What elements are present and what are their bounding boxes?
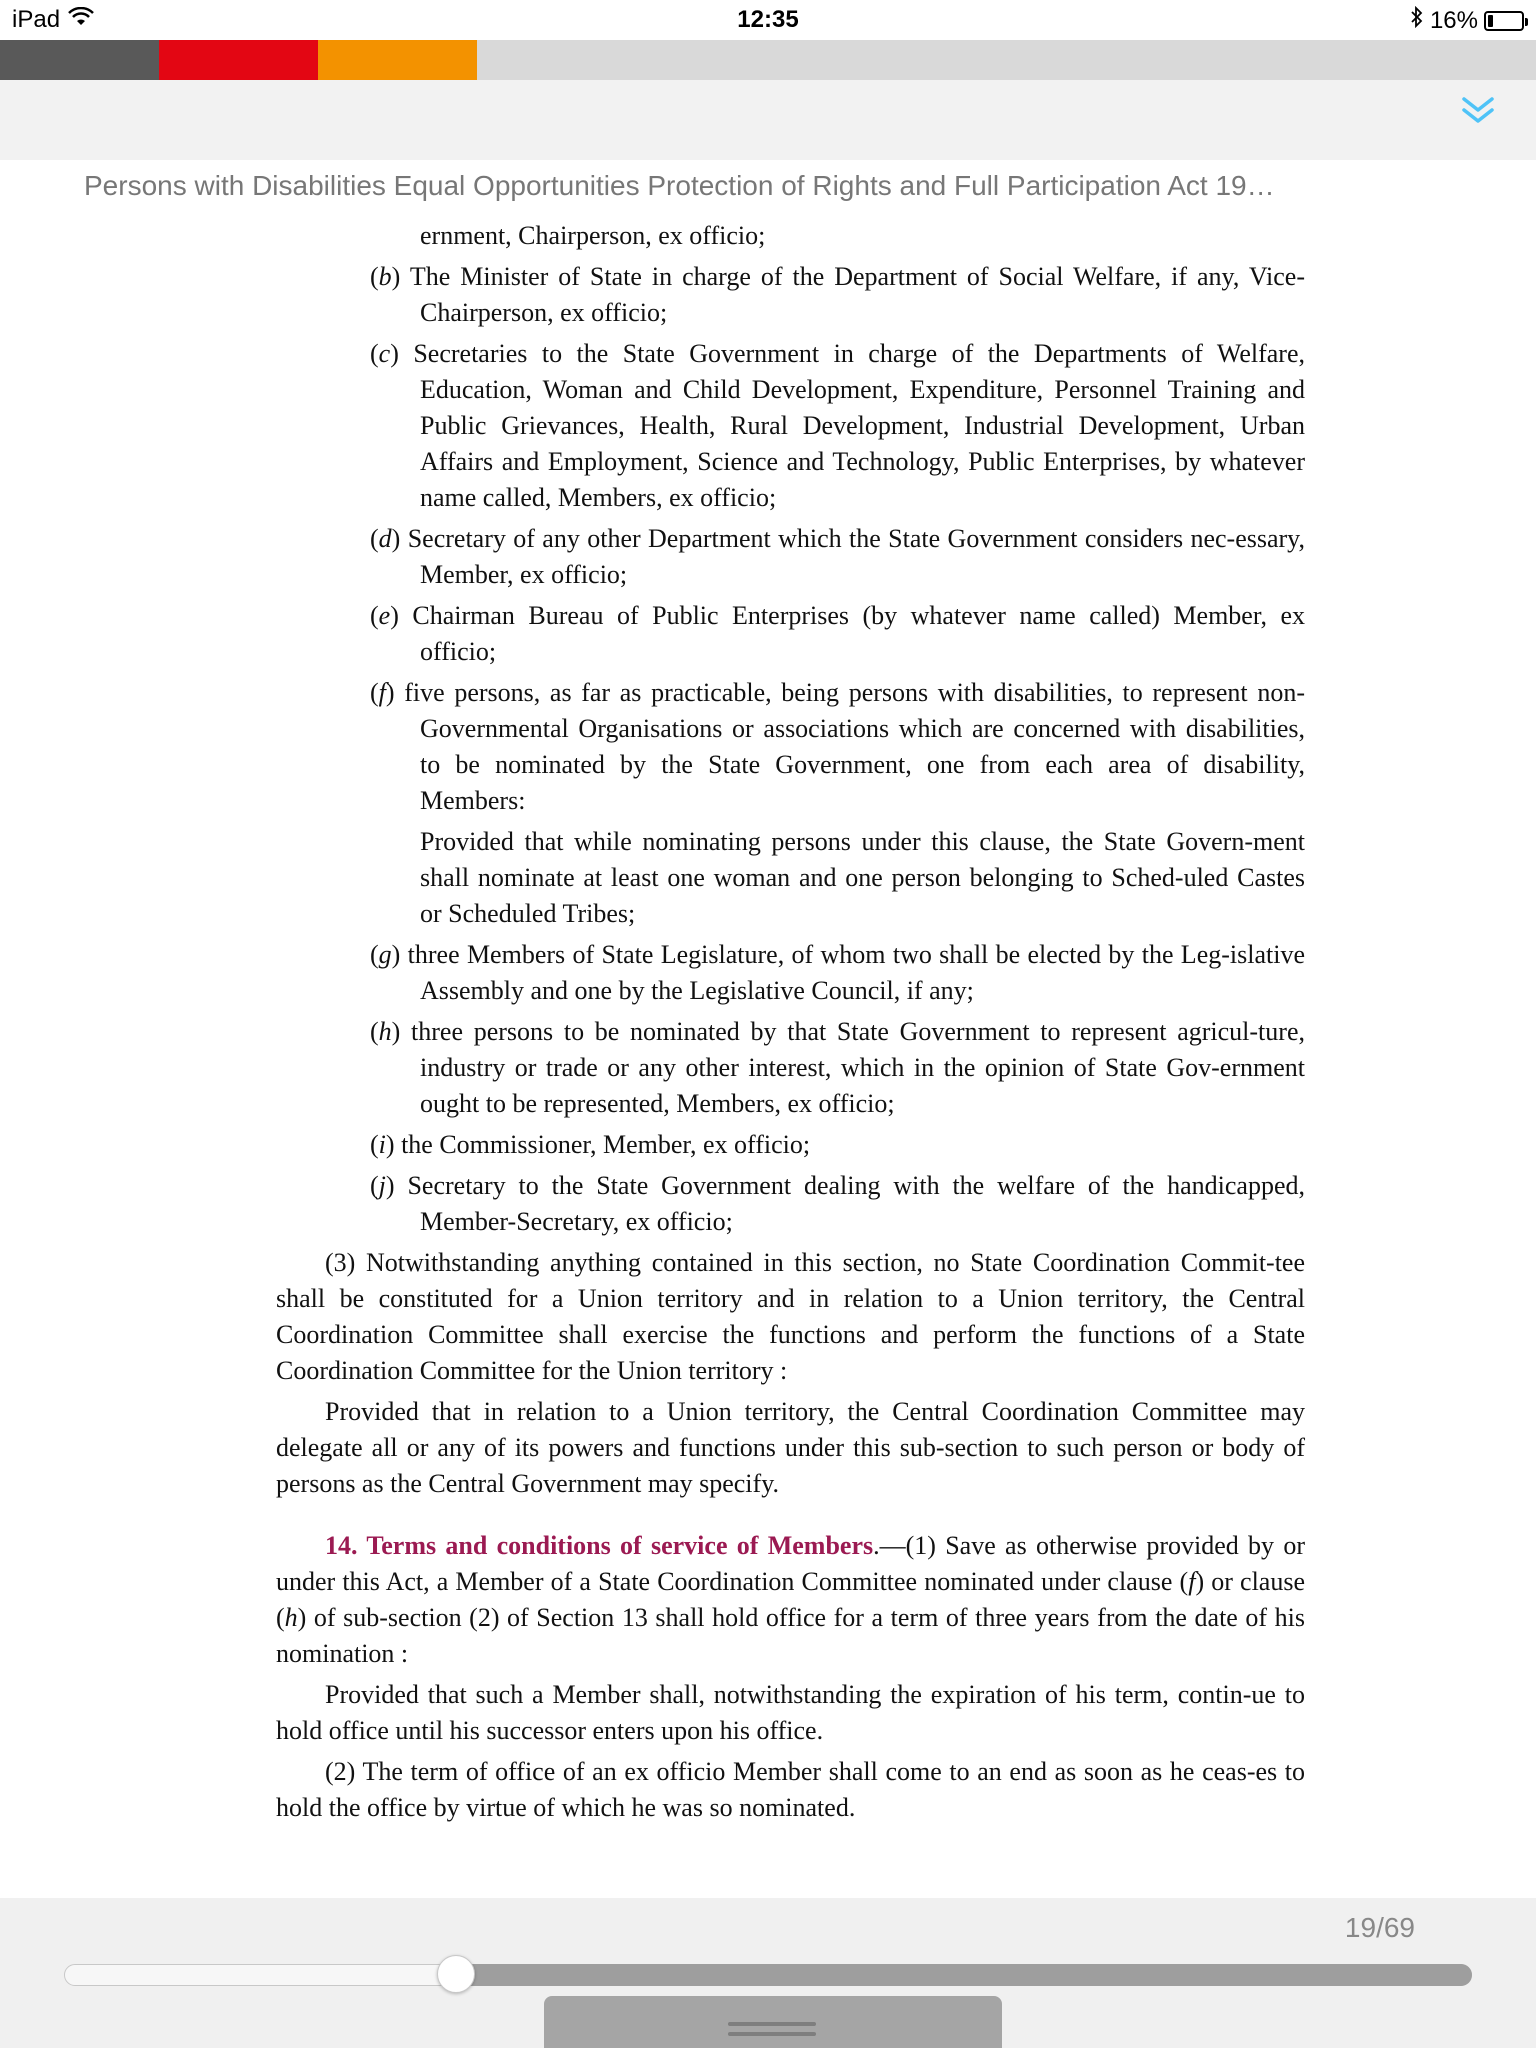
clause-i: (i) the Commissioner, Member, ex officio;	[370, 1130, 811, 1159]
grip-line	[728, 2032, 816, 2036]
status-bar	[0, 0, 1536, 40]
battery-icon	[1484, 11, 1524, 31]
subsection-3: (3) Notwithstanding anything contained in this section, no State Coordination Commit-tee shall be constituted for a Union territory and in relation to a Union territory, the Central Coordination Committee shall exercise the functions and perform the functions of a State Coordination Committee for the Union territory :	[276, 1248, 1305, 1385]
bluetooth-icon	[1410, 6, 1424, 35]
tab-orange[interactable]	[318, 40, 477, 80]
clause-b: (b) The Minister of State in charge of the Department of Social Welfare, if any, Vice-Chairperson, ex officio;	[370, 262, 1305, 327]
page-slider[interactable]	[64, 1964, 1472, 1986]
tab-red[interactable]	[159, 40, 318, 80]
reader-header	[0, 80, 1536, 160]
section-14: 14. Terms and conditions of service of Members.—(1) Save as otherwise provided by or under this Act, a Member of a State Coordination Committee nominated under clause (f) or clause (h) of sub-section (2) of Section 13 shall hold office for a term of three years from the date of his nomination :	[276, 1531, 1305, 1668]
clause-f: (f) five persons, as far as practicable, being persons with disabilities, to represent non-Governmental Organisations or associations which are concerned with disabilities, to be nominated by the State Government, one from each area of disability, Members:	[370, 678, 1305, 815]
proviso-14: Provided that such a Member shall, notwithstanding the expiration of his term, contin-ue to hold office until his successor enters upon his office.	[276, 1680, 1305, 1745]
tab-gray[interactable]	[0, 40, 159, 80]
status-right	[1410, 6, 1524, 35]
clause-h: (h) three persons to be nominated by that State Government to represent agricul-ture, industry or trade or any other interest, which in the opinion of State Gov-ernment ought to be represented, Members, ex officio;	[370, 1017, 1305, 1118]
clause-d: (d) Secretary of any other Department which the State Government considers nec-essary, Member, ex officio;	[370, 524, 1305, 589]
color-tab-bar	[0, 40, 1536, 80]
proviso-f: Provided that while nominating persons under this clause, the State Govern-ment shall nominate at least one woman and one person belonging to Sched-uled Castes or Scheduled Tribes;	[420, 827, 1305, 928]
clause-e: (e) Chairman Bureau of Public Enterprises (by whatever name called) Member, ex officio;	[370, 601, 1305, 666]
double-chevron-down-icon[interactable]	[1456, 90, 1500, 130]
battery-percent: 16%	[1429, 6, 1478, 34]
page-indicator: 19/69	[1344, 1912, 1415, 1943]
proviso-3: Provided that in relation to a Union territory, the Central Coordination Committee may delegate all or any of its powers and functions under this sub-section to such person or body of persons as the Central Government may specify.	[276, 1397, 1305, 1498]
slider-fill	[456, 1964, 1472, 1986]
section-heading: 14. Terms and conditions of service of Members	[325, 1531, 874, 1560]
document-title: Persons with Disabilities Equal Opportunities Protection of Rights and Full Participation Act 19…	[84, 170, 1275, 201]
battery-level	[1488, 15, 1493, 27]
device-name: iPad	[12, 6, 61, 33]
drawer-handle[interactable]	[544, 1996, 1002, 2048]
clause-c: (c) Secretaries to the State Government in charge of the Departments of Welfare, Education, Woman and Child Development, Expenditure, Personnel Training and Public Grievances, Health, Rural Development, Industrial Development, Urban Affairs and Employment, Science and Technology, Public Enterprises, by whatever name called, Members, ex officio;	[370, 339, 1305, 512]
clock: 12:35	[737, 6, 799, 33]
status-left	[12, 6, 94, 34]
grip-line	[728, 2022, 816, 2026]
subsection-14-2: (2) The term of office of an ex officio Member shall come to an end as soon as he ceas-es to hold the office by virtue of which he was so nominated.	[276, 1757, 1305, 1822]
clause-g: (g) three Members of State Legislature, of whom two shall be elected by the Leg-islative Assembly and one by the Legislative Council, if any;	[370, 940, 1305, 1005]
slider-thumb[interactable]	[437, 1955, 475, 1993]
page-content	[276, 218, 1305, 1831]
clause-a-end: ernment, Chairperson, ex officio;	[420, 221, 766, 250]
clause-j: (j) Secretary to the State Government dealing with the welfare of the handicapped, Member-Secretary, ex officio;	[370, 1171, 1305, 1236]
wifi-icon	[68, 6, 94, 34]
